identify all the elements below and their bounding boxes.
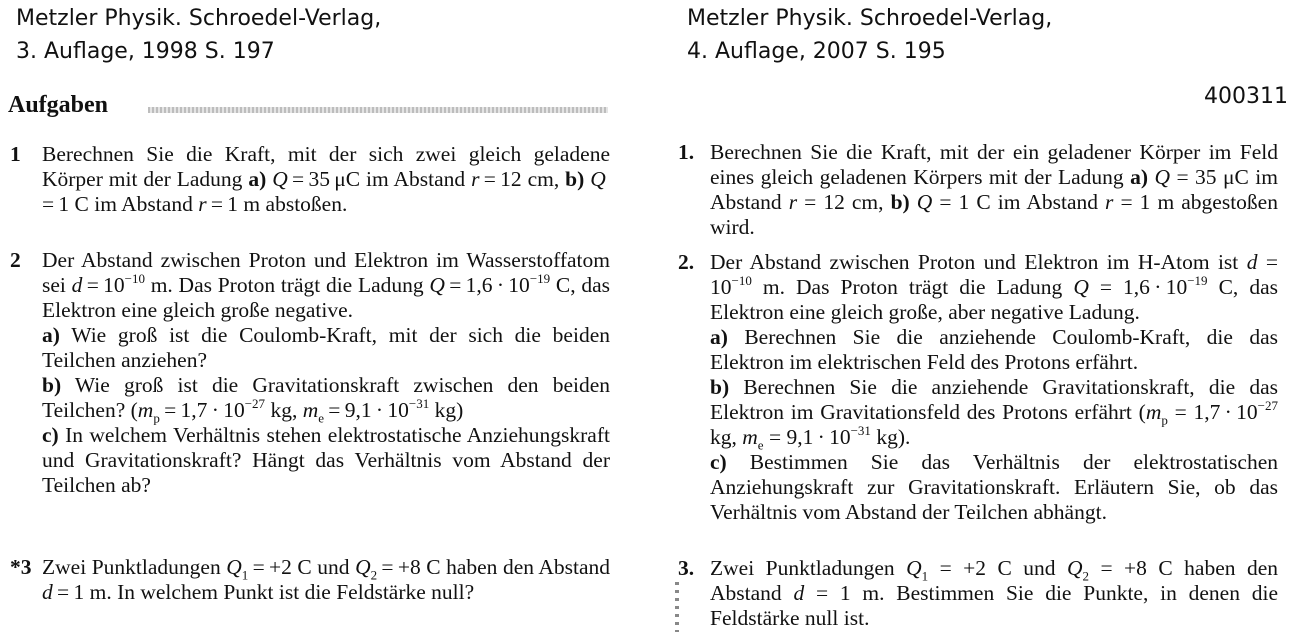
task-text: Der Abstand zwischen Proton und Elektron im H-Atom ist $d = 10^{-10}$ m. Das Proton trägt die Ladung $Q = 1,6 \cdot 10^{-19}$ C, das Elektron eine gleich große, aber negative Ladung. a) Berechnen Sie die anziehende Coulomb-Kraft, die das Elektron im elektrischen Feld des Protons erfährt. b) Berechnen Sie die anziehende Gravitationskraft, die das Elektron im Gravitationsfeld des Protons erfährt ($m_p = 1,7 \cdot 10^{-27}$ kg, $m_e = 9,1 \cdot 10^{-31}$ kg). c) Bestimmen Sie das Verhältnis der elektrostatischen Anziehungskraft zur Gravitationskraft. Erläutern Sie, ob das Verhältnis vom Abstand der Teilchen abhängt.	[710, 250, 1278, 524]
task-1	[10, 142, 611, 217]
task-number: 1	[10, 142, 21, 166]
task-text: Zwei Punktladungen $Q_1 = +2$ C und $Q_2 = +8$ C haben den Abstand d = 1 m. Bestimmen Sie die Punkte, in denen die Feldstärke null ist.	[710, 556, 1278, 630]
document-code: 400311	[1204, 84, 1288, 109]
task-text: Berechnen Sie die Kraft, mit der ein geladener Körper im Feld eines gleich geladenen Körpers mit der Ladung a) Q = 35 μC im Abstand r = 12 cm, b) Q = 1 C im Abstand r = 1 m abgestoßen wird.	[710, 140, 1278, 239]
task-number: *3	[10, 555, 32, 579]
task-number: 3.	[678, 556, 695, 580]
task-3	[10, 555, 611, 605]
task-2	[10, 248, 611, 498]
section-heading-row	[8, 92, 608, 122]
task-text: Der Abstand zwischen Proton und Elektron im Wasserstoffatom sei $d = 10^{-10}$ m. Das Proton trägt die Ladung $Q = 1,6 \cdot 10^{-19}$ C, das Elektron eine gleich große negative. a) Wie groß ist die Coulomb-Kraft, mit der sich die beiden Teilchen anziehen? b) Wie groß ist die Gravitationskraft zwischen den beiden Teilchen? ($m_p = 1,7 \cdot 10^{-27}$ kg, $m_e = 9,1 \cdot 10^{-31}$ kg) c) In welchem Verhältnis stehen elektrostatische Anziehungskraft und Gravitationskraft? Hängt das Verhältnis vom Abstand der Teilchen ab?	[42, 248, 611, 497]
source-citation	[16, 2, 381, 68]
task-text: Zwei Punktladungen $Q_1 = +2$ C und $Q_2 = +8$ C haben den Abstand d = 1 m. In welchem Punkt ist die Feldstärke null?	[42, 555, 611, 604]
source-line-1: Metzler Physik. Schroedel-Verlag,	[687, 6, 1053, 31]
task-2	[678, 250, 1278, 525]
task-number: 1.	[678, 140, 695, 164]
task-number: 2.	[678, 250, 695, 274]
source-line-2: 3. Auflage, 1998 S. 197	[16, 39, 275, 64]
dotted-margin-marker	[675, 582, 679, 632]
task-3	[678, 556, 1278, 631]
task-1	[678, 140, 1278, 240]
heading-rule	[148, 107, 608, 113]
task-text: Berechnen Sie die Kraft, mit der sich zwei gleich geladene Körper mit der Ladung a) Q = 35 μC im Abstand r = 12 cm, b) Q = 1 C im Abstand r = 1 m abstoßen.	[42, 142, 611, 216]
source-line-1: Metzler Physik. Schroedel-Verlag,	[16, 6, 382, 31]
source-citation	[687, 2, 1052, 68]
source-line-2: 4. Auflage, 2007 S. 195	[687, 39, 946, 64]
task-number: 2	[10, 248, 21, 272]
section-heading: Aufgaben	[8, 92, 109, 118]
